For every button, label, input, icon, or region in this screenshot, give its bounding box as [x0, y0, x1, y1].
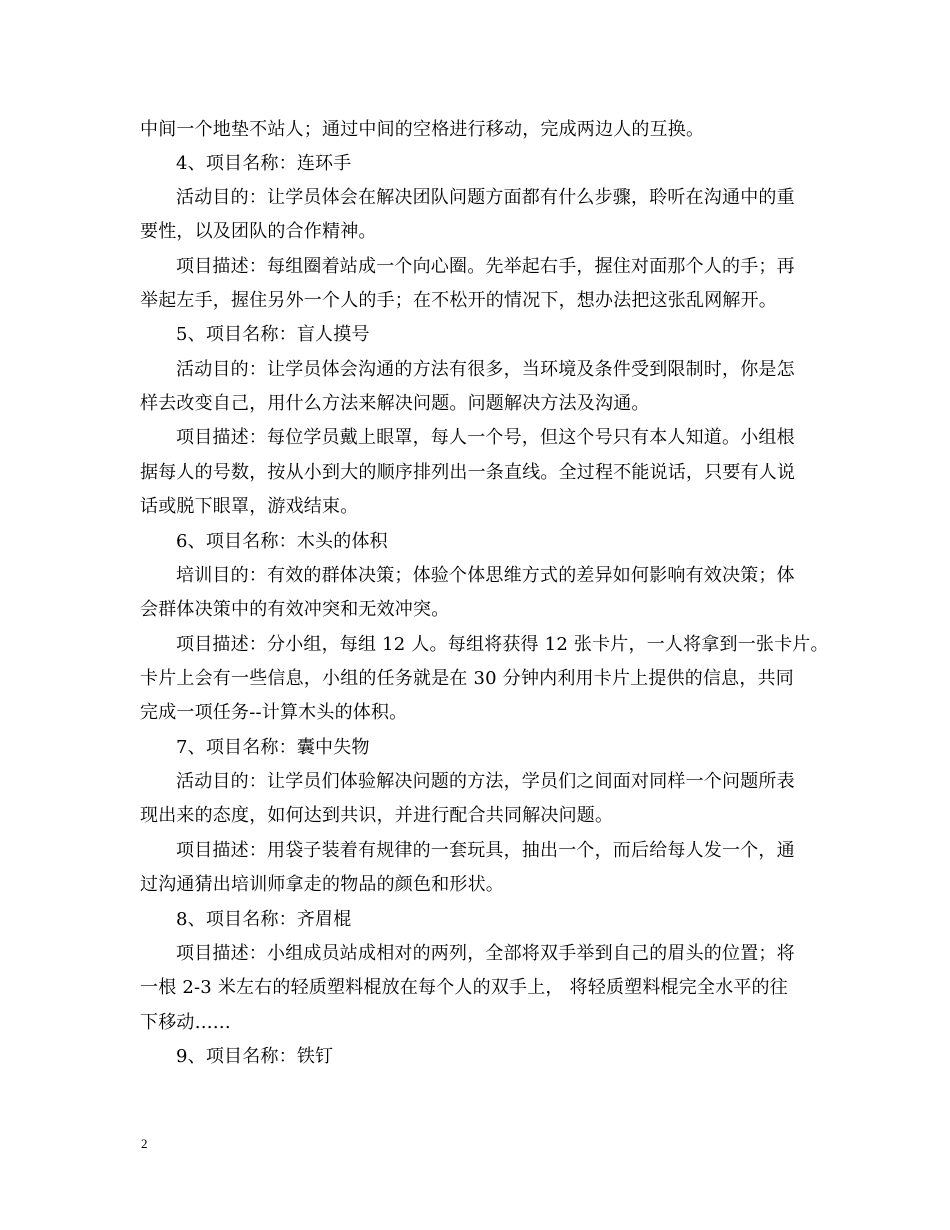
paragraph-line: 话或脱下眼罩，游戏结束。	[140, 496, 359, 517]
paragraph-line: 项目描述：用袋子装着有规律的一套玩具，抽出一个，而后给每人发一个，通	[176, 840, 795, 861]
paragraph-line: 现出来的态度，如何达到共识，并进行配合共同解决问题。	[140, 805, 614, 826]
section-heading-8: 8、项目名称：齐眉棍	[176, 909, 352, 930]
section-heading-9: 9、项目名称：铁钉	[176, 1046, 334, 1067]
paragraph-line: 项目描述：每位学员戴上眼罩，每人一个号，但这个号只有本人知道。小组根	[176, 427, 795, 448]
page-number: 2	[141, 1136, 148, 1151]
paragraph-line: 活动目的：让学员体会在解决团队问题方面都有什么步骤，聆听在沟通中的重	[176, 187, 795, 208]
paragraph-line: 举起左手，握住另外一个人的手；在不松开的情况下，想办法把这张乱网解开。	[140, 290, 777, 311]
section-heading-7: 7、项目名称：囊中失物	[176, 737, 370, 758]
paragraph-line: 一根 2-3 米左右的轻质塑料棍放在每个人的双手上， 将轻质塑料棍完全水平的往	[140, 977, 788, 998]
paragraph-line: 培训目的：有效的群体决策；体验个体思维方式的差异如何影响有效决策；体	[176, 565, 795, 586]
paragraph-line: 据每人的号数，按从小到大的顺序排列出一条直线。全过程不能说话，只要有人说	[140, 462, 796, 483]
paragraph-line: 项目描述：分小组，每组 12 人。每组将获得 12 张卡片，一人将拿到一张卡片。	[176, 634, 829, 655]
paragraph-line: 中间一个地垫不站人；通过中间的空格进行移动，完成两边人的互换。	[140, 119, 705, 140]
paragraph-line: 项目描述：小组成员站成相对的两列，全部将双手举到自己的眉头的位置；将	[176, 943, 795, 964]
paragraph-line: 卡片上会有一些信息，小组的任务就是在 30 分钟内利用卡片上提供的信息，共同	[140, 668, 794, 689]
section-heading-6: 6、项目名称：木头的体积	[176, 531, 388, 552]
paragraph-line: 过沟通猜出培训师拿走的物品的颜色和形状。	[140, 874, 504, 895]
section-heading-5: 5、项目名称：盲人摸号	[176, 324, 370, 345]
paragraph-line: 会群体决策中的有效冲突和无效冲突。	[140, 599, 450, 620]
paragraph-line: 下移动……	[140, 1012, 231, 1033]
paragraph-line: 活动目的：让学员们体验解决问题的方法，学员们之间面对同样一个问题所表	[176, 771, 795, 792]
section-heading-4: 4、项目名称：连环手	[176, 153, 352, 174]
paragraph-line: 完成一项任务--计算木头的体积。	[140, 702, 408, 723]
paragraph-line: 样去改变自己，用什么方法来解决问题。问题解决方法及沟通。	[140, 393, 650, 414]
paragraph-line: 活动目的：让学员体会沟通的方法有很多，当环境及条件受到限制时，你是怎	[176, 359, 795, 380]
paragraph-line: 要性，以及团队的合作精神。	[140, 221, 377, 242]
paragraph-line: 项目描述：每组圈着站成一个向心圈。先举起右手，握住对面那个人的手；再	[176, 256, 795, 277]
